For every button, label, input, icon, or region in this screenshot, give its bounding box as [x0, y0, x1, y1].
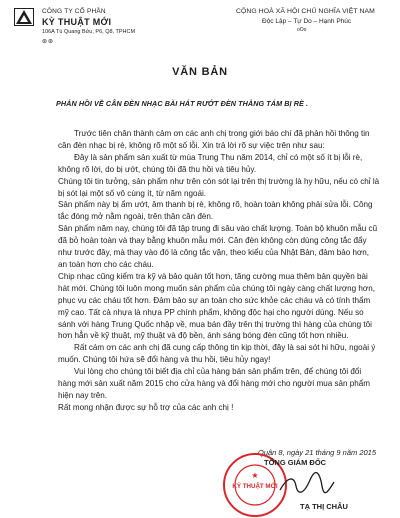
paragraph: Vui lòng cho chúng tôi biết địa chỉ của hàng bán sản phẩm trên, để chúng tôi đổi hàng mới sản xuất năm 2015 cho cửa hàng và đổi hàng mới cho người mua sản phẩm hiện nay trên.	[58, 367, 371, 400]
company-logo-icon	[14, 8, 34, 26]
motto-ornament: oOo	[297, 27, 307, 33]
paragraph: Đây là sản phẩm sản xuất từ mùa Trung Thu năm 2014, chỉ có một số ít bị lỗi rè, không rõ lời, do bị ướt, chúng tôi đã thu hồi và tiêu hủy.	[58, 152, 363, 174]
signature-date: Quận 8, ngày 21 tháng 9 năm 2015	[258, 448, 377, 457]
national-motto: Độc Lập – Tự Do – Hạnh Phúc	[262, 18, 352, 25]
paragraph: Trước tiên chân thành cảm ơn các anh chị trong giới báo chí đã phản hồi thông tin cân đèn nhạc bị rè, không rõ một số lỗi. Xin trả lời rõ sự việc trên như sau:	[58, 129, 370, 150]
national-heading: CỘNG HOÀ XÃ HỘI CHỦ NGHĨA VIỆT NAM	[236, 8, 375, 15]
handwritten-signature	[276, 470, 336, 498]
company-brand: KỲ THUẬT MỚI	[42, 17, 112, 27]
signer-name: TẠ THỊ CHÂU	[300, 502, 348, 511]
company-name: CÔNG TY CỔ PHẦN	[42, 8, 106, 15]
document-subject: PHẢN HỒI VỀ CÂN ĐÈN NHẠC BÀI HÁT RƯỚT ĐÈN THẲNG TÁM BỊ RÈ .	[56, 99, 309, 108]
paragraph: Rất cám ơn các anh chị đã cung cấp thông tin kịp thời, đây là sai sót hi hữu, ngoài ý muốn. Chúng tôi hứa sẽ đổi hàng và thu hồi, tiêu hủy ngay!	[58, 343, 376, 365]
paragraph: Chip nhạc cũng kiểm tra kỹ và bảo quản tốt hơn, tăng cường mua thêm bản quyền bài hát mới. Chúng tôi luôn mong muốn sản phẩm của chúng tôi ngày càng chất lượng hơn, phục vụ các cháu tốt hơn. Đảm bảo sự an toàn cho sức khỏe các cháu và có tính thẩm mỹ cao. Tất cả nhựa là nhựa PP chính phẩm, không độc hại cho người dùng. Nếu so sánh với hàng Trung Quốc nhập về, mua bán đầy trên thị trường thì hàng của chúng tôi hơn hẳn về kỹ thuật, mỹ thuật và độ bền, ánh sáng bóng đèn cũng tốt hơn nhiều.	[58, 271, 375, 341]
document-title: VĂN BẢN	[172, 66, 228, 78]
document-body	[58, 128, 380, 414]
svg-text:★: ★	[251, 471, 259, 480]
seal-brand: KỲ THUẬT MỚI	[232, 483, 278, 490]
paragraph: Rất mong nhận được sự hỗ trợ của các anh chị !	[58, 402, 234, 412]
paragraph: Sản phẩm này bị ẩm ướt, âm thanh bị rè, không rõ, hoàn toàn không phải sửa lỗi. Công tắc đóng mở nằm ngoài, trên thân cân đèn.	[58, 200, 373, 222]
paragraph: Sản phẩm năm nay, chúng tôi đã tập trung đi sâu vào chất lượng. Toàn bộ khuôn mẫu cũ đã bỏ hoàn toàn và thay bằng khuôn mẫu mới. Cân đèn không còn dùng công tắc đẩy như trước đây, mà thay vào đó là công tắc vặn, theo kiểu của Nhật Bản, đảm bảo hơn, an toàn hơn cho các cháu.	[58, 224, 378, 269]
signature-title: TỔNG GIÁM ĐỐC	[264, 458, 327, 467]
company-ornament: ⊛⊛	[42, 39, 55, 45]
paragraph: Chúng tôi tin tưởng, sản phẩm như trên còn sót lại trên thị trường là hy hữu, nếu có chỉ là bị sót lại một số vô cùng ít, từ năm ngoái.	[58, 176, 380, 198]
company-address: 106A Tú Quang Bửu, P6, Q8, TPHCM	[42, 29, 136, 35]
